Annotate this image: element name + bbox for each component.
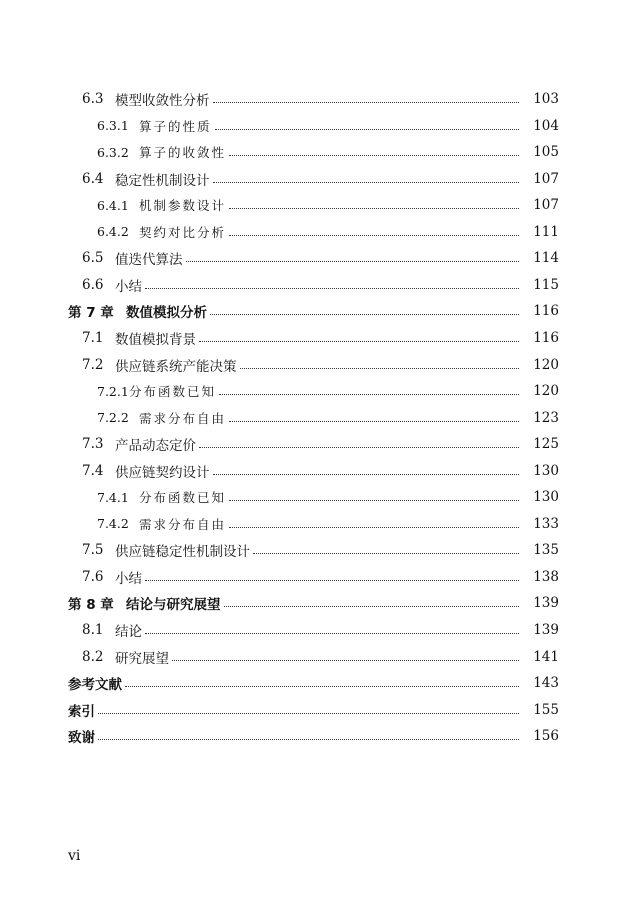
toc-entry-heading (97, 488, 226, 506)
toc-entry-title: 算子的收敛性 (139, 145, 227, 161)
toc-subsection-entry (0, 380, 638, 402)
toc-dot-leader (229, 234, 519, 236)
toc-entry-page: 107 (533, 170, 559, 187)
toc-entry-title: 数值模拟背景 (115, 331, 196, 348)
toc-entry-title: 需求分布自由 (139, 516, 227, 532)
toc-entry-page: 130 (533, 489, 559, 506)
toc-section-entry (0, 646, 638, 668)
toc-entry-page: 133 (533, 515, 559, 532)
toc-section-entry (0, 566, 638, 588)
toc-entry-number: 6.4.2 (97, 224, 129, 240)
toc-entry-page: 155 (533, 701, 559, 718)
toc-entry-number: 7.4 (82, 462, 104, 479)
toc-entry-heading (97, 223, 226, 241)
toc-dot-leader (229, 499, 519, 501)
toc-entry-title: 契约对比分析 (139, 224, 227, 240)
toc-entry-heading (82, 434, 196, 454)
toc-entry-title: 需求分布自由 (139, 410, 227, 426)
toc-entry-title: 小结 (115, 278, 142, 295)
toc-entry-number: 7.3 (82, 436, 104, 453)
toc-entry-heading (97, 196, 226, 214)
toc-entry-number: 7.5 (82, 542, 104, 559)
toc-entry-number: 6.3.1 (97, 118, 129, 134)
toc-entry-heading (68, 673, 122, 693)
toc-entry-title: 供应链稳定性机制设计 (115, 544, 250, 561)
toc-entry-number: 6.3.2 (97, 144, 129, 160)
toc-entry-title: 数值模拟分析 (126, 305, 207, 322)
toc-entry-heading (82, 169, 210, 189)
toc-entry-page: 125 (533, 436, 559, 453)
toc-entry-page: 135 (533, 542, 559, 559)
toc-entry-title: 索引 (68, 703, 95, 720)
toc-entry-title: 参考文献 (68, 677, 122, 694)
toc-entry-title: 研究展望 (115, 650, 169, 667)
toc-subsection-entry (0, 115, 638, 137)
toc-entry-number: 第 7 章 (68, 305, 114, 322)
toc-dot-leader (213, 181, 520, 183)
toc-entry-page: 111 (533, 223, 559, 240)
toc-dot-leader (145, 579, 519, 581)
toc-entry-title: 结论与研究展望 (126, 597, 221, 614)
toc-dot-leader (186, 260, 520, 262)
toc-section-entry (0, 274, 638, 296)
toc-entry-page: 141 (533, 648, 559, 665)
toc-entry-heading (82, 567, 142, 587)
toc-entry-heading (68, 726, 95, 746)
toc-entry-heading (97, 117, 212, 135)
toc-entry-title: 致谢 (68, 730, 95, 747)
toc-entry-page: 143 (533, 675, 559, 692)
toc-entry-page: 139 (533, 622, 559, 638)
toc-entry-heading (82, 647, 169, 667)
toc-entry-title: 算子的性质 (139, 118, 212, 134)
toc-entry-number: 6.4.1 (97, 197, 129, 213)
toc-dot-leader (145, 287, 519, 289)
toc-dot-leader (213, 473, 520, 475)
toc-entry-title: 机制参数设计 (139, 198, 227, 214)
toc-entry-page: 156 (533, 728, 559, 745)
toc-entry-number: 8.2 (82, 648, 104, 665)
toc-entry-page: 103 (533, 91, 559, 107)
toc-section-entry (0, 433, 638, 455)
toc-entry-number: 7.2.1 (97, 383, 129, 399)
toc-entry-page: 107 (533, 197, 559, 214)
toc-entry-number: 6.3 (82, 91, 104, 107)
toc-entry-page: 138 (533, 568, 559, 585)
toc-entry-page: 116 (533, 303, 559, 320)
toc-entry-page: 123 (533, 409, 559, 426)
toc-entry-page: 130 (533, 462, 559, 479)
toc-entry-number: 7.2.2 (97, 410, 129, 426)
toc-dot-leader (98, 712, 519, 714)
toc-entry-number: 6.4 (82, 170, 104, 187)
toc-chapter-entry (0, 300, 638, 322)
toc-entry-number: 8.1 (82, 622, 104, 638)
toc-subsection-entry (0, 407, 638, 429)
toc-entry-title: 稳定性机制设计 (115, 172, 210, 189)
toc-subsection-entry (0, 221, 638, 243)
toc-entry-number: 第 8 章 (68, 597, 114, 614)
toc-entry-page: 105 (533, 144, 559, 161)
toc-chapter-entry (0, 592, 638, 614)
toc-chapter-entry (0, 699, 638, 721)
toc-section-entry (0, 354, 638, 376)
toc-entry-number: 6.5 (82, 250, 104, 267)
toc-entry-title: 分布函数已知 (129, 384, 217, 400)
toc-entry-number: 6.6 (82, 276, 104, 293)
toc-dot-leader (229, 207, 519, 209)
toc-entry-title: 模型收敛性分析 (115, 93, 210, 109)
toc-subsection-entry (0, 513, 638, 535)
toc-entry-page: 104 (533, 117, 559, 134)
toc-dot-leader (253, 552, 519, 554)
toc-dot-leader (199, 446, 519, 448)
toc-entry-title: 结论 (115, 624, 142, 640)
toc-dot-leader (199, 340, 519, 342)
toc-entry-heading (97, 143, 226, 161)
toc-section-entry (0, 327, 638, 349)
toc-dot-leader (229, 526, 519, 528)
toc-entry-heading (97, 409, 226, 427)
toc-entry-heading (82, 355, 237, 375)
toc-dot-leader (213, 101, 520, 103)
toc-entry-heading (68, 593, 221, 613)
toc-entry-number: 7.4.2 (97, 516, 129, 532)
toc-subsection-entry (0, 194, 638, 216)
toc-entry-title: 产品动态定价 (115, 438, 196, 455)
toc-dot-leader (98, 738, 519, 740)
toc-dot-leader (219, 393, 519, 395)
toc-entry-number: 7.6 (82, 568, 104, 585)
toc-entry-heading (82, 540, 250, 560)
toc-section-entry (0, 619, 638, 641)
toc-entry-page: 120 (533, 383, 559, 400)
toc-entry-number: 7.1 (82, 329, 104, 346)
toc-entry-number: 7.4.1 (97, 489, 129, 505)
toc-section-entry (0, 88, 638, 110)
toc-entry-heading (97, 382, 216, 400)
toc-dot-leader (210, 313, 519, 315)
toc-dot-leader (215, 128, 519, 130)
toc-dot-leader (125, 685, 519, 687)
toc-entry-heading (68, 301, 207, 321)
toc-section-entry (0, 460, 638, 482)
toc-dot-leader (229, 154, 519, 156)
toc-entry-title: 分布函数已知 (139, 490, 227, 506)
toc-dot-leader (224, 605, 520, 607)
toc-section-entry (0, 247, 638, 269)
toc-dot-leader (145, 632, 519, 634)
page-number: vi (68, 848, 81, 864)
toc-entry-title: 供应链系统产能决策 (115, 358, 237, 375)
toc-chapter-entry (0, 725, 638, 747)
toc-entry-heading (82, 328, 196, 348)
toc-dot-leader (240, 367, 520, 369)
toc-entry-title: 值迭代算法 (115, 252, 183, 269)
toc-entry-heading (82, 461, 210, 481)
toc-dot-leader (172, 659, 519, 661)
toc-entry-page: 139 (533, 595, 559, 612)
toc-entry-heading (82, 89, 210, 109)
toc-subsection-entry (0, 486, 638, 508)
toc-entry-heading (68, 700, 95, 720)
toc-chapter-entry (0, 672, 638, 694)
toc-entry-page: 114 (533, 250, 559, 267)
toc-entry-page: 115 (533, 276, 559, 293)
toc-entry-heading (97, 515, 226, 533)
toc-entry-title: 供应链契约设计 (115, 464, 210, 481)
toc-entry-page: 120 (533, 356, 559, 373)
toc-entry-number: 7.2 (82, 356, 104, 373)
toc-entry-heading (82, 275, 142, 295)
toc-entry-title: 小结 (115, 570, 142, 587)
toc-entry-heading (82, 248, 183, 268)
toc-dot-leader (229, 420, 519, 422)
toc-subsection-entry (0, 141, 638, 163)
toc-entry-heading (82, 620, 142, 640)
toc-section-entry (0, 539, 638, 561)
toc-entry-page: 116 (533, 329, 559, 346)
toc-section-entry (0, 168, 638, 190)
